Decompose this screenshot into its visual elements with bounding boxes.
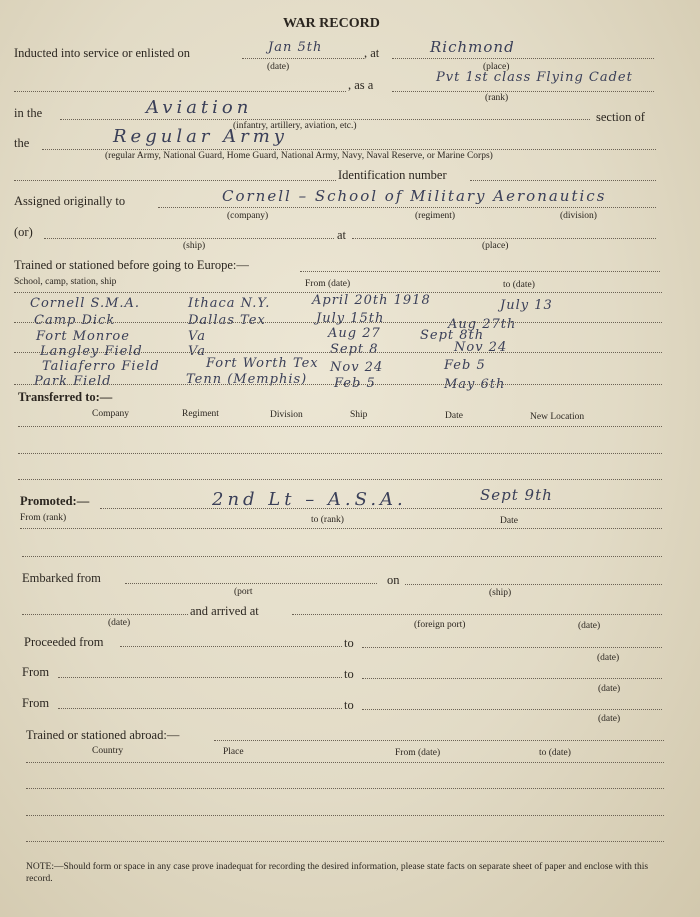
to-label-3: to <box>344 698 354 712</box>
rule <box>14 384 662 385</box>
to-label-2: to <box>344 667 354 681</box>
branch-line <box>60 119 590 120</box>
rule <box>14 352 662 353</box>
station-location: Va <box>188 329 206 344</box>
place-caption: (place) <box>483 62 510 72</box>
to-line-2 <box>362 678 662 679</box>
place-caption-2: (place) <box>482 241 509 251</box>
ship-line <box>44 238 334 239</box>
rule <box>18 426 662 427</box>
station-location: Tenn (Memphis) <box>186 372 308 387</box>
trained-abroad-label: Trained or stationed abroad:— <box>26 728 180 742</box>
date-caption-6: (date) <box>598 684 621 694</box>
date-caption-5: (date) <box>597 653 620 663</box>
place-line <box>392 58 654 59</box>
station-from: April 20th 1918 <box>312 293 431 308</box>
proceeded-from-label: Proceeded from <box>24 635 104 649</box>
ship-line-2 <box>405 584 662 585</box>
foreign-port-caption: (foreign port) <box>414 620 466 630</box>
station-from: Aug 27 <box>328 326 381 341</box>
proceeded-from-line <box>120 646 342 647</box>
to-line-3 <box>362 709 662 710</box>
assigned-label: Assigned originally to <box>14 194 126 208</box>
rule <box>26 841 664 842</box>
rank-line <box>392 91 654 92</box>
in-the-label: in the <box>14 106 43 120</box>
service-line <box>42 149 656 150</box>
to-label-1: to <box>344 636 354 650</box>
abroad-header-place: Place <box>223 747 244 757</box>
ship-caption-2: (ship) <box>489 588 512 598</box>
on-label: on <box>387 573 400 587</box>
transfer-header-ship: Ship <box>350 410 368 420</box>
promoted-label: Promoted:— <box>20 494 90 508</box>
rule <box>14 322 662 323</box>
assigned-entry: Cornell – School of Military Aeronautics <box>222 187 607 205</box>
rule <box>20 528 662 529</box>
from-line-2 <box>58 708 342 709</box>
transfer-header-regiment: Regiment <box>182 409 219 419</box>
trained-abroad-line <box>214 740 664 741</box>
station-place: Langley Field <box>40 344 143 359</box>
station-to: Aug 27th <box>448 317 517 332</box>
division-caption: (division) <box>560 211 597 221</box>
from-label-1: From <box>22 665 50 679</box>
station-from: Sept 8 <box>330 342 379 357</box>
date-line-2 <box>22 614 188 615</box>
station-from: July 15th <box>316 311 385 326</box>
from-line-1 <box>58 677 342 678</box>
transfer-header-company: Company <box>92 409 129 419</box>
station-to: Sept 8th <box>420 328 485 343</box>
date-line <box>242 58 364 59</box>
station-place: Fort Monroe <box>36 329 130 344</box>
or-label: (or) <box>14 225 33 239</box>
date-caption-3: (date) <box>108 618 131 628</box>
transferred-label: Transferred to:— <box>18 390 113 404</box>
foreign-port-line <box>292 614 662 615</box>
transfer-header-location: New Location <box>530 412 585 422</box>
at-label-2: at <box>337 228 347 242</box>
branch-entry: Aviation <box>146 97 253 118</box>
promoted-rank-entry: 2nd Lt – A.S.A. <box>212 489 407 510</box>
station-place: Cornell S.M.A. <box>30 296 141 311</box>
rule <box>26 815 664 816</box>
ship-caption: (ship) <box>183 241 206 251</box>
company-caption: (company) <box>227 211 269 221</box>
to-rank-caption: to (rank) <box>311 515 344 525</box>
at-place-line <box>352 238 656 239</box>
date-caption-7: (date) <box>598 714 621 724</box>
rule <box>26 788 664 789</box>
station-to: Feb 5 <box>444 358 486 373</box>
proceeded-to-line <box>362 647 662 648</box>
identification-number-line <box>470 180 656 181</box>
promoted-date-entry: Sept 9th <box>480 486 553 504</box>
enlist-date-entry: Jan 5th <box>268 40 323 55</box>
rule <box>26 762 664 763</box>
trained-before-label: Trained or stationed before going to Europe:— <box>14 258 249 272</box>
station-location: Fort Worth Tex <box>206 356 319 371</box>
date-caption-4: (date) <box>578 621 601 631</box>
footer-note: NOTE:—Should form or space in any case prove inadequat for recording the desired information, please state facts on separate sheet of paper and enclose with this record. <box>26 862 649 884</box>
port-line <box>125 583 377 584</box>
station-location: Dallas Tex <box>188 313 266 328</box>
trained-before-line <box>300 271 660 272</box>
page-title: WAR RECORD <box>283 16 380 31</box>
transfer-header-date: Date <box>445 411 463 421</box>
date-caption: (date) <box>267 62 290 72</box>
from-label-2: From <box>22 696 50 710</box>
before-header-place: School, camp, station, ship <box>14 277 117 287</box>
rule <box>18 453 662 454</box>
date-caption-promoted: Date <box>500 516 518 526</box>
at-label: , at <box>364 46 380 60</box>
station-from: Nov 24 <box>330 360 384 375</box>
service-entry: Regular Army <box>113 126 288 147</box>
station-place: Camp Dick <box>34 313 116 328</box>
service-caption: (regular Army, National Guard, Home Guard, National Army, Navy, Naval Reserve, or Marine Corps) <box>105 151 493 161</box>
inducted-label: Inducted into service or enlisted on <box>14 46 190 60</box>
port-caption: (port <box>234 587 253 597</box>
station-location: Va <box>188 344 206 359</box>
station-to: May 6th <box>444 377 506 392</box>
transfer-header-division: Division <box>270 410 303 420</box>
station-place: Park Field <box>34 374 112 389</box>
station-from: Feb 5 <box>334 376 376 391</box>
rule <box>22 556 662 557</box>
rule <box>18 479 662 480</box>
and-arrived-label: and arrived at <box>190 604 259 618</box>
regiment-caption: (regiment) <box>415 211 456 221</box>
embarked-from-label: Embarked from <box>22 571 101 585</box>
section-of-label: section of <box>596 110 645 124</box>
abroad-header-to: to (date) <box>539 748 571 758</box>
station-to: July 13 <box>500 298 553 313</box>
enlist-place-entry: Richmond <box>430 38 515 56</box>
station-to: Nov 24 <box>454 340 508 355</box>
rank-caption: (rank) <box>485 93 509 103</box>
as-a-label: , as a <box>348 78 374 92</box>
abroad-header-from: From (date) <box>395 748 441 758</box>
branch-caption: (infantry, artillery, aviation, etc.) <box>233 121 357 131</box>
station-place: Taliaferro Field <box>42 359 160 374</box>
blank-line <box>14 180 336 181</box>
before-header-to: to (date) <box>503 280 535 290</box>
abroad-header-country: Country <box>92 746 124 756</box>
assigned-line <box>158 207 656 208</box>
the-label: the <box>14 136 30 150</box>
before-header-from: From (date) <box>305 279 351 289</box>
blank-line <box>14 91 346 92</box>
station-location: Ithaca N.Y. <box>188 296 271 311</box>
rank-entry: Pvt 1st class Flying Cadet <box>436 70 633 85</box>
identification-number-label: Identification number <box>338 168 447 182</box>
from-rank-caption: From (rank) <box>20 513 67 523</box>
